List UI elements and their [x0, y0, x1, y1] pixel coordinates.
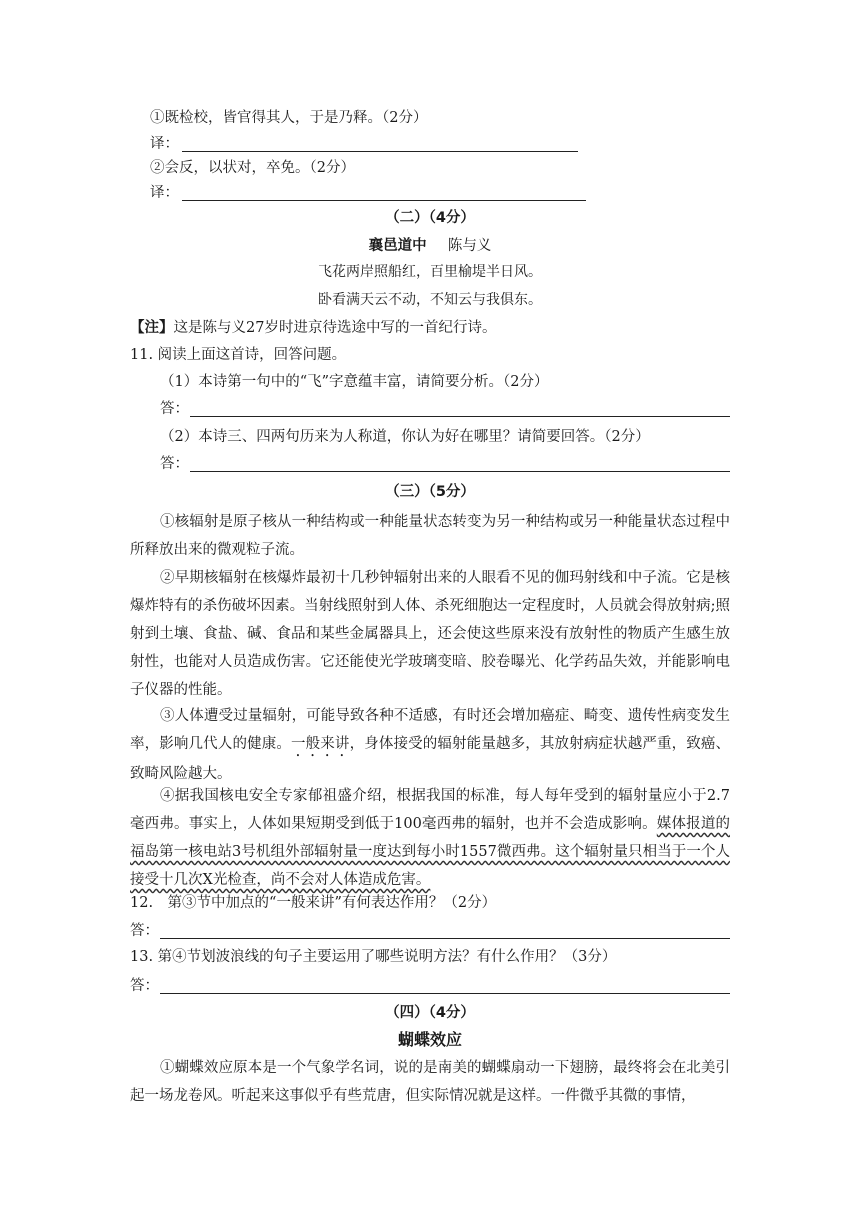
paragraph-3-start: ③人体遭受过量辐射，可能导致各种不适感，有时还会增加癌症、畸变、遗传性病变发生率，影响几代人的健康。 — [130, 708, 730, 752]
paragraph-1: ①蝴蝶效应原本是一个气象学名词，说的是南美的蝴蝶扇动一下翅膀，最终将会在北美引起一场龙卷风。听起来这事似乎有些荒唐，但实际情况就是这样。一件微乎其微的事情， — [130, 1060, 730, 1104]
poem-title-line — [0, 236, 860, 256]
translation-question-1: ①既检校，皆官得其人，于是乃释。（2分） — [150, 110, 428, 126]
answer-line[interactable] — [190, 415, 730, 417]
answer-label: 答： — [130, 923, 159, 939]
paragraph-1: ①核辐射是原子核从一种结构或一种能量状态转变为另一种结构或另一种能量状态过程中所释放出来的微观粒子流。 — [130, 514, 730, 558]
paragraph-2: ②早期核辐射在核爆炸最初十几秒钟辐射出来的人眼看不见的伽玛射线和中子流。它是核爆炸特有的杀伤破坏因素。当射线照射到人体、杀死细胞达一定程度时，人员就会得放射病;照射到土壤、食盐、碱、食品和某些金属器具上，还会使这些原来没有放射性的物质产生感生放射性，也能对人员造成伤害。它还能使光学玻璃变暗、胶卷曝光、化学药品失效，并能影响电子仪器的性能。 — [130, 570, 730, 698]
section-heading: （二）（4分） — [385, 210, 475, 226]
section-heading: （三）（5分） — [385, 484, 475, 500]
question-13: 13. 第④节划波浪线的句子主要运用了哪些说明方法？有什么作用？（3分） — [130, 949, 617, 965]
wavy-underlined-sentence: 媒体报道的福岛第一核电站3号机组外部辐射量一度达到每小时1557微西弗。这个辐射量只相当于一个人接受十几次X光检查，尚不会对人体造成危害。 — [130, 816, 730, 888]
answer-line[interactable] — [160, 937, 730, 939]
note-text: 这是陈与义27岁时进京待选途中写的一首纪行诗。 — [173, 320, 497, 336]
translation-question-2: ②会反，以状对，卒免。（2分） — [150, 160, 355, 176]
answer-line[interactable] — [182, 150, 578, 152]
answer-label: 答： — [160, 456, 189, 472]
article-title: 蝴蝶效应 — [397, 1030, 462, 1049]
question-11: 11. 阅读上面这首诗，回答问题。 — [130, 347, 347, 363]
answer-line[interactable] — [160, 992, 730, 994]
answer-line[interactable] — [190, 470, 730, 472]
question-11-2: （2）本诗三、四两句历来为人称道，你认为好在哪里？请简要回答。（2分） — [160, 429, 650, 445]
question-11-1: （1）本诗第一句中的“飞”字意蕴丰富，请简要分析。（2分） — [160, 374, 549, 390]
answer-label: 答： — [130, 978, 159, 994]
poem-line-2: 卧看满天云不动，不知云与我俱东。 — [318, 292, 542, 308]
answer-label: 译： — [150, 185, 179, 201]
poem-note — [130, 318, 496, 338]
answer-label: 译： — [150, 136, 179, 152]
paragraph-3 — [130, 702, 730, 788]
answer-line[interactable] — [182, 199, 586, 201]
poem-title: 襄邑道中 — [368, 238, 427, 254]
dotted-phrase: 一般来讲 — [291, 736, 350, 752]
paragraph-3-end: ，身体接受的辐射能量越多，其放射病症状越严重，致癌、致畸风险越大。 — [130, 736, 731, 782]
paragraph-4-start: ④据我国核电安全专家郁祖盛介绍，根据我国的标准，每人每年受到的辐射量应小于2.7毫西弗。事实上，人体如果短期受到低于100毫西弗的辐射，也并不会造成影响。 — [130, 788, 730, 832]
question-12: 12. 第③节中加点的“一般来讲”有何表达作用？（2分） — [130, 895, 497, 911]
section-heading: （四）（4分） — [385, 1005, 475, 1021]
poem-author: 陈与义 — [447, 238, 492, 254]
poem-line-1: 飞花两岸照船红，百里榆堤半日风。 — [318, 264, 542, 280]
paragraph-4 — [130, 782, 730, 894]
answer-label: 答： — [160, 401, 189, 417]
note-mark: 【注】 — [130, 320, 174, 336]
